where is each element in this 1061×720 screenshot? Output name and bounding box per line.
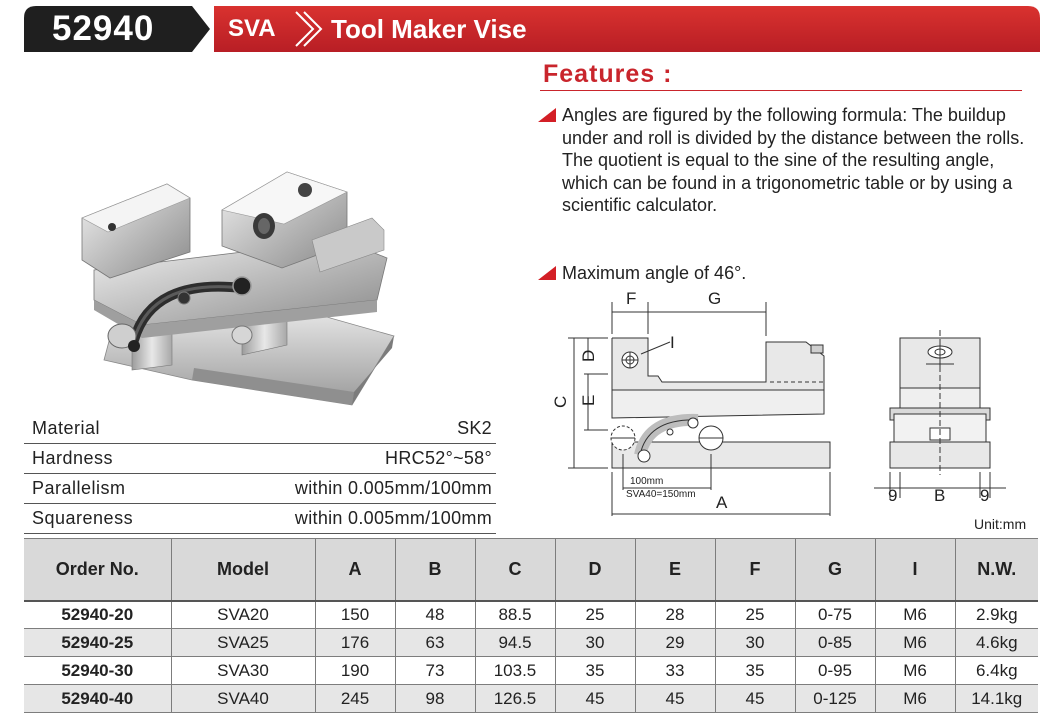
banner-shapes [24,6,1040,52]
table-cell: 0-125 [795,685,875,713]
table-cell: 45 [555,685,635,713]
table-cell: M6 [875,601,955,629]
table-cell: 2.9kg [955,601,1038,629]
table-cell: 0-85 [795,629,875,657]
dim-label-9-left: 9 [888,486,898,505]
table-cell: 52940-30 [24,657,171,685]
col-header-c: C [475,539,555,601]
bullet-triangle-icon [538,108,556,122]
table-cell: 35 [715,657,795,685]
table-cell: 98 [395,685,475,713]
product-photo [72,160,412,410]
table-row [24,601,1038,629]
spec-table [24,538,1038,713]
dimension-drawing [548,290,1008,520]
table-cell: SVA30 [171,657,315,685]
spec-list [24,414,496,534]
table-cell: SVA25 [171,629,315,657]
feature-text: Maximum angle of 46°. [562,263,747,283]
dim-label-d: D [579,349,598,362]
table-cell: 52940-25 [24,629,171,657]
table-row [24,629,1038,657]
spec-value: HRC52°~58° [385,448,492,468]
table-cell: 25 [555,601,635,629]
table-cell: M6 [875,629,955,657]
table-row [24,657,1038,685]
table-cell: 29 [635,629,715,657]
table-cell: 176 [315,629,395,657]
table-cell: 25 [715,601,795,629]
table-cell: 14.1kg [955,685,1038,713]
spec-value: within 0.005mm/100mm [294,508,492,528]
dim-label-a: A [716,493,728,512]
table-cell: 30 [555,629,635,657]
col-header-b: B [395,539,475,601]
spec-label: Material [32,418,101,438]
spec-value: SK2 [457,418,492,438]
col-header-model: Model [171,539,315,601]
table-cell: 94.5 [475,629,555,657]
product-title: Tool Maker Vise [331,14,527,44]
table-cell: 33 [635,657,715,685]
col-header-nw: N.W. [955,539,1038,601]
spec-row-material [24,414,496,444]
table-cell: 245 [315,685,395,713]
table-cell: 190 [315,657,395,685]
features-divider [540,90,1022,91]
table-row [24,685,1038,713]
table-cell: 73 [395,657,475,685]
spec-label: Hardness [32,448,114,468]
table-cell: 45 [715,685,795,713]
table-header-row [24,539,1038,601]
table-cell: 45 [635,685,715,713]
table-cell: SVA20 [171,601,315,629]
spec-label: Parallelism [32,478,126,498]
spec-row-hardness [24,444,496,474]
table-cell: 48 [395,601,475,629]
bullet-triangle-icon [538,266,556,280]
table-cell: 30 [715,629,795,657]
spec-row-squareness [24,504,496,534]
feature-text: Angles are figured by the following formula: The buildup under and roll is divided by the distance between the rolls. The quotient is equal to the sine of the resulting angle, which can be found in a trigonometric table or by using a scientific calculator. [562,105,1025,216]
table-cell: 6.4kg [955,657,1038,685]
table-cell: 88.5 [475,601,555,629]
dim-label-c: C [551,395,570,408]
roll-note: 100mm [630,476,664,487]
table-cell: 4.6kg [955,629,1038,657]
table-cell: 103.5 [475,657,555,685]
dim-label-9-right: 9 [980,486,990,505]
col-header-a: A [315,539,395,601]
catalog-number: 52940 [52,9,155,48]
dim-label-i: I [670,333,675,352]
table-cell: M6 [875,685,955,713]
roll-note-sva40: SVA40=150mm [626,489,696,500]
table-cell: 35 [555,657,635,685]
col-header-i: I [875,539,955,601]
table-cell: M6 [875,657,955,685]
col-header-f: F [715,539,795,601]
dim-label-g: G [708,290,722,308]
table-cell: SVA40 [171,685,315,713]
table-cell: 0-75 [795,601,875,629]
col-header-e: E [635,539,715,601]
dim-label-f: F [626,290,637,308]
table-cell: 0-95 [795,657,875,685]
table-cell: 52940-20 [24,601,171,629]
unit-label: Unit:mm [974,516,1027,532]
col-header-g: G [795,539,875,601]
col-header-order-no: Order No. [24,539,171,601]
title-banner [24,6,1040,52]
features-heading: Features : [543,60,673,88]
table-cell: 28 [635,601,715,629]
spec-value: within 0.005mm/100mm [294,478,492,498]
table-cell: 126.5 [475,685,555,713]
spec-row-parallelism [24,474,496,504]
col-header-d: D [555,539,635,601]
dim-label-b: B [934,486,946,505]
dim-label-e: E [579,394,598,406]
table-cell: 63 [395,629,475,657]
spec-label: Squareness [32,508,134,528]
series-code: SVA [228,15,276,42]
table-cell: 52940-40 [24,685,171,713]
table-cell: 150 [315,601,395,629]
